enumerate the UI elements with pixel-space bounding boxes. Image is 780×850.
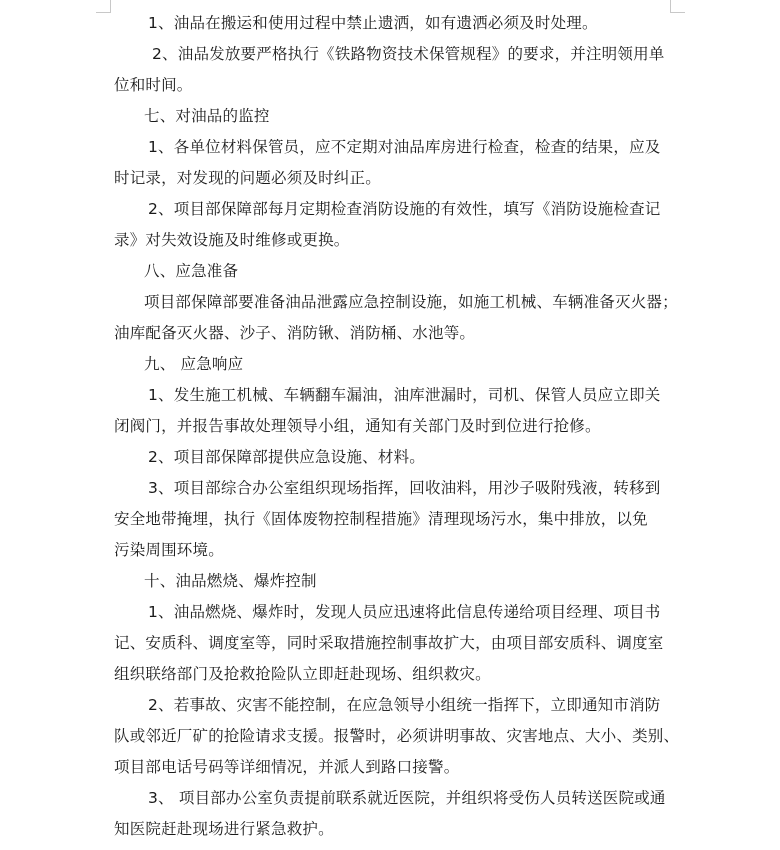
paragraph-line: 1、油品燃烧、爆炸时，发现人员应迅速将此信息传递给项目经理、项目书 <box>148 603 661 621</box>
section-heading: 九、 应急响应 <box>144 355 244 373</box>
paragraph-line: 安全地带掩埋，执行《固体废物控制程措施》清理现场污水，集中排放，以免 <box>114 510 648 528</box>
paragraph-line: 录》对失效设施及时维修或更换。 <box>114 231 350 249</box>
paragraph-line: 项目部电话号码等详细情况，并派人到路口接警。 <box>114 758 460 776</box>
paragraph-line: 位和时间。 <box>114 76 193 94</box>
paragraph-line: 1、发生施工机械、车辆翻车漏油，油库泄漏时，司机、保管人员应立即关 <box>148 386 661 404</box>
page-corner-mark-left <box>96 0 111 13</box>
paragraph-line: 闭阀门，并报告事故处理领导小组，通知有关部门及时到位进行抢修。 <box>114 417 601 435</box>
paragraph-line: 污染周围环境。 <box>114 541 224 559</box>
paragraph-line: 油库配备灭火器、沙子、消防锹、消防桶、水池等。 <box>114 324 476 342</box>
paragraph-line: 3、项目部综合办公室组织现场指挥，回收油料，用沙子吸附残液，转移到 <box>148 479 661 497</box>
paragraph-line: 1、油品在搬运和使用过程中禁止遗洒，如有遗洒必须及时处理。 <box>148 14 598 32</box>
paragraph-line: 3、 项目部办公室负责提前联系就近医院，并组织将受伤人员转送医院或通 <box>148 789 666 807</box>
paragraph-line: 时记录，对发现的问题必须及时纠正。 <box>114 169 381 187</box>
section-heading: 十、油品燃烧、爆炸控制 <box>144 572 317 590</box>
section-heading: 八、应急准备 <box>144 262 239 280</box>
paragraph-line: 组织联络部门及抢救抢险队立即赶赴现场、组织救灾。 <box>114 665 491 683</box>
document-body <box>114 8 680 845</box>
paragraph-line: 2、项目部保障部提供应急设施、材料。 <box>148 448 425 466</box>
paragraph-line: 项目部保障部要准备油品泄露应急控制设施，如施工机械、车辆准备灭火器； <box>144 293 678 311</box>
paragraph-line: 2、项目部保障部每月定期检查消防设施的有效性，填写《消防设施检查记 <box>148 200 661 218</box>
paragraph-line: 2、若事故、灾害不能控制，在应急领导小组统一指挥下，立即通知市消防 <box>148 696 661 714</box>
paragraph-line: 1、各单位材料保管员，应不定期对油品库房进行检查，检查的结果，应及 <box>148 138 661 156</box>
paragraph-line: 知医院赶赴现场进行紧急救护。 <box>114 820 334 838</box>
paragraph-line: 记、安质科、调度室等，同时采取措施控制事故扩大，由项目部安质科、调度室 <box>114 634 664 652</box>
section-heading: 七、对油品的监控 <box>144 107 270 125</box>
paragraph-line: 2、油品发放要严格执行《铁路物资技术保管规程》的要求，并注明领用单 <box>152 45 665 63</box>
paragraph-line: 队或邻近厂矿的抢险请求支援。报警时，必须讲明事故、灾害地点、大小、类别、 <box>114 727 680 745</box>
